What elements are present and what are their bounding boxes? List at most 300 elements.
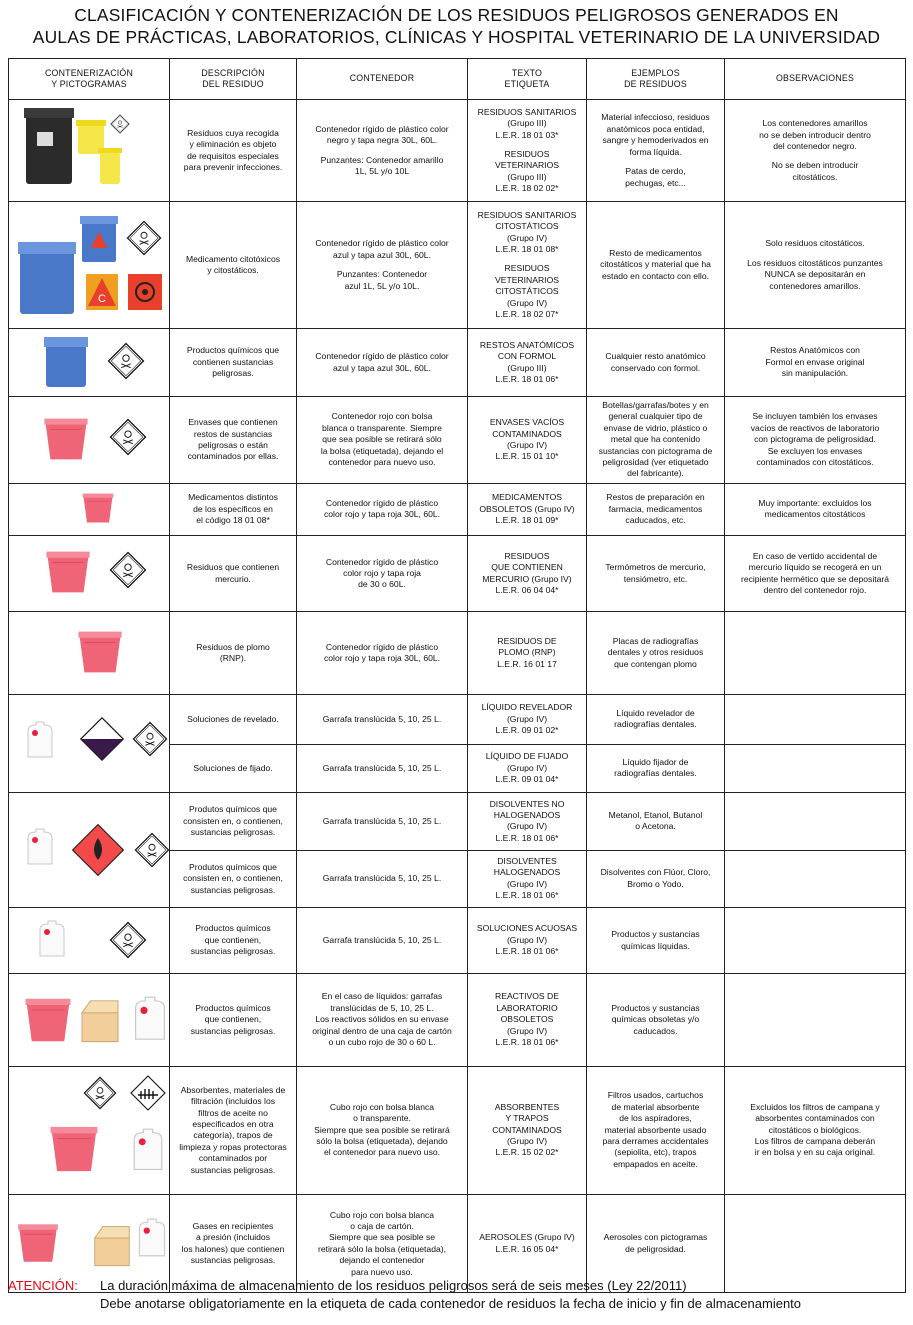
label-text-cell	[468, 1066, 587, 1194]
container-cell-line: para nuevo uso.	[351, 1266, 413, 1277]
yellow-sharps-icon	[76, 120, 122, 184]
observations-cell	[725, 483, 906, 535]
label-text-cell-line: L.E.R. 09 01 04*	[495, 774, 559, 785]
toxic-diamond-icon	[111, 420, 146, 455]
observations-cell-line: absorbentes contaminados con	[755, 1113, 875, 1124]
observations-cell	[725, 612, 906, 694]
examples-cell-line: de peligrosidad.	[625, 1243, 686, 1254]
container-cell-line: Punzantes: Contenedor amarillo	[320, 154, 444, 165]
pictogram-cell	[9, 974, 170, 1066]
header-container	[297, 59, 468, 100]
description-cell-line: los halones) que contienen	[181, 1243, 285, 1254]
container-cell-line: color rojo y tapa roja	[343, 568, 421, 579]
observations-cell-line: contenedores amarillos.	[769, 280, 861, 291]
container-cell	[297, 850, 468, 907]
examples-cell-line: Productos y sustancias	[611, 1002, 700, 1013]
toxic-diamond-icon	[111, 115, 129, 133]
description-cell-line: Residuos cuya recogida	[187, 127, 279, 138]
label-text-cell-line: (Grupo IV)	[506, 821, 548, 832]
container-cell	[297, 974, 468, 1066]
description-cell-line: contaminados por	[198, 1153, 268, 1164]
label-text-cell-line: L.E.R. 18 02 02*	[495, 183, 559, 194]
examples-cell-line: de material absorbente	[611, 1101, 700, 1112]
observations-cell-line: Se incluyen también los envases	[752, 411, 878, 422]
label-text-cell-line: HALOGENADOS	[493, 867, 561, 878]
container-cell-line: o transparente.	[353, 1113, 411, 1124]
container-cell-line: que sea posible se retirará sólo	[322, 434, 442, 445]
label-text-cell-line: RESTOS ANATÓMICOS	[479, 339, 575, 350]
description-cell-line: Medicamento citotóxicos	[185, 253, 281, 264]
description-cell-line: sustancias peligrosas.	[190, 884, 276, 895]
red-bin-icon	[18, 1224, 58, 1261]
description-cell-line: filtros de aceite no	[198, 1107, 268, 1118]
table-row	[9, 202, 906, 328]
description-cell	[170, 744, 297, 792]
examples-cell-line: Filtros usados, cartuchos	[607, 1090, 704, 1101]
container-cell-line: Punzantes: Contenedor	[336, 269, 428, 280]
container-cell-line: o caja de cartón.	[350, 1220, 414, 1231]
header-pictograms-line-1: CONTENERIZACIÓN	[44, 67, 134, 78]
carboy-icon	[134, 1129, 162, 1169]
container-cell	[297, 792, 468, 850]
examples-cell-line: general cualquier tipo de	[608, 411, 703, 422]
flammable-diamond-icon	[73, 825, 124, 876]
description-cell-line: para prevenir infecciones.	[183, 162, 283, 173]
description-cell-line: especificados en otra	[192, 1118, 274, 1129]
container-cell-line: Contenedor rígido de plástico	[325, 497, 439, 508]
container-cell-line: sólo la bolsa (etiquetada), dejando	[316, 1136, 448, 1147]
footer-line-2: Debe anotarse obligatoriamente en la etiqueta de cada contenedor de residuos la fecha de inicio y fin de almacenamiento	[100, 1296, 802, 1311]
description-cell-line: Produtos químicos que	[189, 861, 277, 872]
label-text-cell-line: CITOSTÁTICOS	[495, 286, 559, 297]
label-text-cell-line: MERCURIO (Grupo IV)	[482, 573, 572, 584]
examples-cell-line: estado en contacto con ello.	[601, 270, 710, 281]
description-cell	[170, 397, 297, 483]
pictogram-cell	[9, 907, 170, 973]
container-cell-line: azul y tapa azul 30L, 60L.	[333, 362, 431, 373]
observations-cell-line: del contenedor negro.	[773, 141, 857, 151]
container-cell-line	[300, 147, 464, 155]
table-row	[9, 907, 906, 973]
container-cell-line: Contenedor rígido de plástico color	[315, 123, 449, 134]
description-cell-line: peligrosas.	[212, 368, 254, 379]
toxic-diamond-icon	[111, 922, 146, 957]
pictogram-cell	[9, 792, 170, 907]
examples-cell-line: (sepiolita, etc), trapos	[614, 1147, 697, 1158]
label-text-cell-line: L.E.R. 18 01 03*	[495, 129, 559, 140]
container-cell-line: o un cubo rojo de 30 o 60 L.	[328, 1037, 436, 1048]
observations-cell-line: recipiente hermético que se depositará	[740, 573, 890, 584]
observations-cell-line: Excluidos los filtros de campana y	[750, 1101, 880, 1112]
examples-cell-line: Material infeccioso, residuos	[601, 112, 710, 123]
footer-line-1: La duración máxima de almacenamiento de los residuos peligrosos será de seis meses (Ley 22/2011)	[100, 1278, 687, 1293]
label-text-cell-line: OBSOLETOS (Grupo IV)	[479, 503, 575, 514]
container-cell-line: original dentro de una caja de cartón	[312, 1025, 452, 1036]
examples-cell-line: conservado con formol.	[610, 362, 701, 373]
container-cell-line: la bolsa (etiquetada), dejando el	[320, 445, 444, 456]
observations-cell	[725, 850, 906, 907]
label-text-cell	[468, 612, 587, 694]
header-description-line-1: DESCRIPCIÓN	[201, 67, 265, 78]
label-text-cell-line: (Grupo IV)	[506, 297, 548, 308]
container-cell-line: Garrafa translúcida 5, 10, 25 L.	[322, 873, 442, 884]
carboy-icon	[40, 921, 64, 956]
examples-cell-line: Metanol, Etanol, Butanol	[608, 809, 703, 820]
label-text-cell-line: L.E.R. 15 02 02*	[495, 1147, 559, 1158]
description-cell-line: Produtos químicos que	[189, 804, 277, 815]
examples-cell-line: radiografías dentales.	[614, 768, 697, 779]
table-row	[9, 328, 906, 396]
description-cell-line: sustancias peligrosas.	[190, 1025, 276, 1036]
blue-bin-diamond-icons	[12, 331, 170, 391]
description-cell-line: Residuos que contienen	[186, 562, 280, 573]
label-text-cell-line: (Grupo IV)	[506, 762, 548, 773]
container-cell	[297, 397, 468, 483]
label-text-cell-line: OBSOLETOS	[500, 1014, 554, 1025]
blue-bin-icon	[44, 337, 88, 387]
pictogram-cell	[9, 483, 170, 535]
observations-cell-line: Restos Anatómicos con	[770, 345, 860, 356]
examples-cell-line: sangre y hemoderivados en	[602, 135, 709, 146]
pictogram-cell	[9, 1066, 170, 1194]
examples-cell	[587, 202, 725, 328]
description-cell-line: restos de sustancias	[193, 428, 273, 439]
observations-cell-line: NUNCA se depositarán en	[764, 269, 866, 280]
table-row	[9, 100, 906, 202]
examples-cell	[587, 1066, 725, 1194]
label-text-cell-line: Y TRAPOS	[505, 1113, 549, 1124]
description-cell-line: sustancias peligrosas.	[190, 1164, 276, 1175]
pictogram-cell	[9, 612, 170, 694]
container-cell-line: Contenedor rígido de plástico color	[315, 238, 449, 249]
examples-cell-line: para derrames accidentales	[602, 1136, 709, 1147]
container-cell	[297, 202, 468, 328]
examples-cell	[587, 850, 725, 907]
examples-cell-line: anatómicos poca entidad,	[606, 123, 705, 134]
description-cell	[170, 483, 297, 535]
container-cell	[297, 328, 468, 396]
observations-cell	[725, 792, 906, 850]
table-row	[9, 536, 906, 612]
description-cell-line: a presión (incluidos	[195, 1232, 271, 1243]
label-text-cell-line: CONTAMINADOS	[492, 1124, 562, 1135]
examples-cell	[587, 792, 725, 850]
examples-cell-line: caducados.	[633, 1025, 678, 1036]
label-text-cell-line: LABORATORIO	[496, 1002, 558, 1013]
description-cell-line: Absorbentes, materiales de	[180, 1084, 286, 1095]
label-text-cell-line	[471, 141, 583, 149]
header-description	[170, 59, 297, 100]
examples-cell-line: peligrosidad (ver etiquetado	[602, 457, 709, 468]
description-cell	[170, 1066, 297, 1194]
black-bin-and-sharps-icons	[12, 102, 170, 196]
label-text-cell-line: VETERINARIOS	[495, 160, 559, 171]
page-title	[0, 4, 913, 48]
examples-cell-line: del fabricante).	[627, 468, 684, 479]
examples-cell-line: Patas de cerdo,	[625, 166, 686, 177]
blue-bin-cytotoxic-icons	[12, 204, 170, 322]
container-cell-line: Garrafa translúcida 5, 10, 25 L.	[322, 934, 442, 945]
label-text-cell-line: L.E.R. 18 01 06*	[495, 373, 559, 384]
container-cell-line: color rojo y tapa roja 30L, 60L.	[323, 509, 441, 520]
container-cell-line: el contenedor para nuevo uso.	[323, 1147, 441, 1158]
table-row	[9, 1066, 906, 1194]
pictogram-cell	[9, 202, 170, 328]
container-cell	[297, 536, 468, 612]
observations-cell-line	[728, 250, 902, 258]
label-text-cell-line: CONTAMINADOS	[492, 428, 562, 439]
red-bin-icon	[46, 552, 89, 593]
description-cell	[170, 974, 297, 1066]
container-cell-line: Contenedor rígido de plástico	[325, 641, 439, 652]
observations-cell	[725, 974, 906, 1066]
table-row	[9, 612, 906, 694]
observations-cell-line: citostáticos o biológicos.	[768, 1124, 862, 1135]
description-cell-line: el código 18 01 08*	[196, 515, 270, 526]
cardboard-box-icon	[82, 1001, 118, 1042]
label-text-cell-line: (Grupo III)	[507, 118, 547, 129]
examples-cell-line: de los aspiradores,	[619, 1113, 692, 1124]
cytotoxic-label-icon	[86, 274, 118, 310]
examples-cell	[587, 694, 725, 744]
examples-cell-line: Productos y sustancias	[611, 929, 700, 940]
red-bin-diamond-icons	[12, 399, 170, 477]
header-observations-line-1: OBSERVACIONES	[775, 73, 855, 84]
container-cell-line: blanca o transparente. Siempre	[322, 422, 442, 433]
red-bin-lead-icon	[12, 614, 170, 688]
red-bin-mercury-icons	[12, 538, 170, 606]
examples-cell-line: Botellas/garrafas/botes y en	[602, 400, 709, 410]
observations-cell	[725, 694, 906, 744]
observations-cell-line: Muy importante: excluidos los	[758, 497, 872, 508]
toxic-diamond-icon	[127, 222, 160, 255]
label-text-cell-line: L.E.R. 15 01 10*	[495, 451, 559, 462]
description-cell	[170, 100, 297, 202]
container-cell-line: azul y tapa azul 30L, 60L.	[333, 249, 431, 260]
description-cell-line: de los especificos en	[193, 503, 273, 514]
label-text-cell	[468, 792, 587, 850]
examples-cell-line: material absorbente usado	[604, 1124, 707, 1135]
examples-cell-line: empapados en aceite.	[613, 1158, 698, 1169]
examples-cell-line: dentales y otros residuos	[607, 647, 704, 658]
container-cell-line: Contenedor rígido de plástico	[325, 556, 439, 567]
examples-cell-line: metal que ha contenido	[610, 434, 701, 445]
examples-cell-line: Bromo o Yodo.	[627, 878, 684, 889]
observations-cell-line: sin manipulación.	[781, 368, 849, 379]
examples-cell-line: Restos de preparación en	[606, 492, 705, 503]
label-text-cell	[468, 974, 587, 1066]
container-cell-line: Contenedor rígido de plástico color	[315, 351, 449, 362]
svg-text:C: C	[98, 293, 106, 306]
examples-cell-line: Líquido fijador de	[622, 756, 689, 767]
observations-cell	[725, 536, 906, 612]
container-cell-line: Garrafa translúcida 5, 10, 25 L.	[322, 713, 442, 724]
label-text-cell-line: L.E.R. 18 01 06*	[495, 890, 559, 901]
red-bin-box-carboy-icons	[12, 976, 170, 1060]
label-text-cell-line: (Grupo III)	[507, 171, 547, 182]
table-row	[9, 974, 906, 1066]
observations-cell	[725, 744, 906, 792]
black-bin-icon	[24, 108, 74, 184]
label-text-cell-line: HALOGENADOS	[493, 809, 561, 820]
container-cell-line: negro y tapa negra 30L, 60L.	[326, 135, 438, 146]
label-text-cell	[468, 536, 587, 612]
description-cell	[170, 612, 297, 694]
description-cell-line: sustancias peligrosas.	[190, 946, 276, 957]
observations-cell-line: citostáticos.	[792, 171, 838, 182]
container-cell-line: azul 1L, 5L y/o 10L.	[344, 280, 420, 291]
label-text-cell-line: REACTIVOS DE	[495, 991, 559, 1002]
label-text-cell	[468, 907, 587, 973]
small-red-bin-icon	[12, 486, 170, 530]
label-text-cell	[468, 850, 587, 907]
description-cell-line: limpieza y ropas protectoras	[179, 1141, 287, 1152]
carboy-icon	[139, 1219, 164, 1256]
container-cell-line: Siempre que sea posible se	[328, 1232, 436, 1243]
label-text-cell-line: CITOSTÁTICOS	[495, 221, 559, 232]
examples-cell-line: citostáticos y material que ha	[600, 259, 711, 270]
pictogram-cell	[9, 536, 170, 612]
container-cell-line: Cubo rojo con bolsa blanca	[329, 1101, 435, 1112]
description-cell-line: Medicamentos distintos	[188, 492, 278, 503]
header-observations	[725, 59, 906, 100]
red-bin-icon	[51, 1127, 98, 1171]
carboy-icon	[28, 829, 52, 864]
observations-cell-line: Se excluyen los envases	[767, 445, 863, 456]
observations-cell-line: medicamentos citostáticos	[764, 509, 866, 520]
observations-cell-line: ir en bolsa y en su caja original.	[754, 1147, 876, 1158]
examples-cell-line: Aerosoles con pictogramas	[603, 1232, 708, 1243]
observations-cell-line: con pictograma de peligrosidad.	[754, 434, 876, 445]
toxic-diamond-icon	[111, 553, 146, 588]
container-cell-line: Garrafa translúcida 5, 10, 25 L.	[322, 815, 442, 826]
description-cell	[170, 328, 297, 396]
observations-cell-line: vacíos de reactivos de laboratorio	[750, 422, 880, 433]
label-text-cell-line: QUE CONTIENEN	[491, 562, 563, 573]
examples-cell	[587, 483, 725, 535]
label-text-cell	[468, 397, 587, 483]
examples-cell-line: Líquido revelador de	[616, 707, 695, 718]
container-cell-line: dejando el contenedor	[339, 1255, 425, 1266]
label-text-cell-line: L.E.R. 09 01 02*	[495, 725, 559, 736]
pictogram-cell	[9, 328, 170, 396]
corrosive-diamond-icon	[81, 717, 123, 759]
container-cell-line: translúcidas de 5, 10, 25 L.	[330, 1002, 434, 1013]
label-text-cell-line: (Grupo IV)	[506, 1025, 548, 1036]
label-text-cell-line: (Grupo III)	[507, 362, 547, 373]
header-examples	[587, 59, 725, 100]
container-cell-line: Cubo rojo con bolsa blanca	[329, 1209, 435, 1220]
description-cell-line: contienen sustancias	[192, 356, 274, 367]
observations-cell-line: Los filtros de campana deberán	[754, 1136, 876, 1147]
description-cell-line: (RNP).	[219, 653, 247, 664]
pictogram-cell	[9, 694, 170, 792]
examples-cell-line: Placas de radiografías	[612, 636, 699, 647]
label-text-cell-line: L.E.R. 16 05 04*	[495, 1243, 559, 1254]
absorbents-icons	[12, 1069, 170, 1189]
table-header-row	[9, 59, 906, 100]
aerosols-icons	[12, 1197, 170, 1287]
label-text-cell-line: LÍQUIDO REVELADOR	[481, 702, 573, 713]
label-text-cell-line: (Grupo IV)	[506, 232, 548, 243]
header-label-line-2: ETIQUETA	[504, 79, 550, 89]
observations-cell-line: En caso de vertido accidental de	[752, 550, 878, 561]
label-text-cell-line: L.E.R. 18 02 07*	[495, 309, 559, 320]
label-text-cell-line: (Grupo IV)	[506, 713, 548, 724]
observations-cell	[725, 397, 906, 483]
description-cell-line: Gases en recipientes	[192, 1220, 274, 1231]
description-cell-line: Residuos de plomo	[196, 641, 270, 652]
observations-cell-line: Los residuos citostáticos punzantes	[747, 257, 883, 268]
label-text-cell-line: L.E.R. 18 01 09*	[495, 515, 559, 526]
examples-cell-line: envase de vidrio, plástico o	[603, 422, 708, 433]
observations-cell	[725, 907, 906, 973]
description-cell-line: que contienen,	[204, 934, 262, 945]
examples-cell-line: Cualquier resto anatómico	[605, 351, 706, 362]
description-cell-line: Productos químicos	[195, 923, 271, 934]
table-row	[9, 483, 906, 535]
description-cell	[170, 202, 297, 328]
description-cell	[170, 536, 297, 612]
description-cell-line: contaminados por ellas.	[187, 451, 279, 462]
label-text-cell-line: L.E.R. 18 01 08*	[495, 244, 559, 254]
observations-cell-line: contaminados con citostáticos.	[756, 457, 874, 468]
observations-cell	[725, 100, 906, 202]
label-text-cell	[468, 100, 587, 202]
cardboard-box-icon	[95, 1227, 130, 1266]
header-examples-line-1: EJEMPLOS	[631, 67, 680, 78]
title-line-2: AULAS DE PRÁCTICAS, LABORATORIOS, CLÍNICAS Y HOSPITAL VETERINARIO DE LA UNIVERSIDAD	[32, 27, 881, 47]
container-cell-line: Siempre que sea posible se retirará	[314, 1124, 450, 1135]
table-row	[9, 397, 906, 483]
description-cell-line: Productos químicos que	[186, 345, 280, 356]
examples-cell-line: caducados, etc.	[625, 515, 686, 526]
header-pictograms-line-2: Y PICTOGRAMAS	[51, 79, 127, 89]
examples-cell	[587, 744, 725, 792]
observations-cell-line: Formol en envase original	[765, 356, 865, 367]
description-cell-line: Soluciones de revelado.	[187, 713, 279, 724]
description-cell	[170, 907, 297, 973]
description-cell-line: sustancias peligrosas.	[190, 1255, 276, 1266]
examples-cell-line: forma líquida.	[629, 146, 682, 157]
description-cell	[170, 850, 297, 907]
environment-diamond-icon	[133, 722, 166, 755]
label-text-cell-line: LÍQUIDO DE FIJADO	[485, 751, 569, 762]
carboy-icon	[136, 997, 165, 1039]
examples-cell-line: químicas líquidas.	[621, 940, 690, 951]
label-text-cell-line: L.E.R. 16 01 17	[497, 658, 557, 669]
label-text-cell-line: RESIDUOS DE	[497, 636, 557, 647]
label-text-cell-line: CON FORMOL	[497, 351, 557, 362]
header-label-line-1: TEXTO	[511, 67, 543, 78]
red-bin-icon	[26, 999, 71, 1042]
carboy-icon	[28, 722, 52, 757]
description-cell-line: peligrosas o están	[198, 439, 268, 450]
red-bin-icon	[44, 419, 87, 460]
examples-cell-line: Resto de medicamentos	[609, 248, 702, 258]
container-cell	[297, 612, 468, 694]
description-cell-line: y citostáticos.	[207, 265, 259, 276]
label-text-cell-line: DISOLVENTES	[497, 856, 557, 867]
label-text-cell-line: L.E.R. 18 01 06*	[495, 946, 559, 957]
description-cell-line: Envases que contienen	[188, 417, 278, 428]
label-text-cell	[468, 744, 587, 792]
environment-diamond-icon	[84, 1077, 115, 1108]
title-line-1: CLASIFICACIÓN Y CONTENERIZACIÓN DE LOS RESIDUOS PELIGROSOS GENERADOS EN	[74, 5, 839, 25]
label-text-cell-line: RESIDUOS	[504, 263, 550, 274]
examples-cell	[587, 536, 725, 612]
table-row	[9, 694, 906, 744]
